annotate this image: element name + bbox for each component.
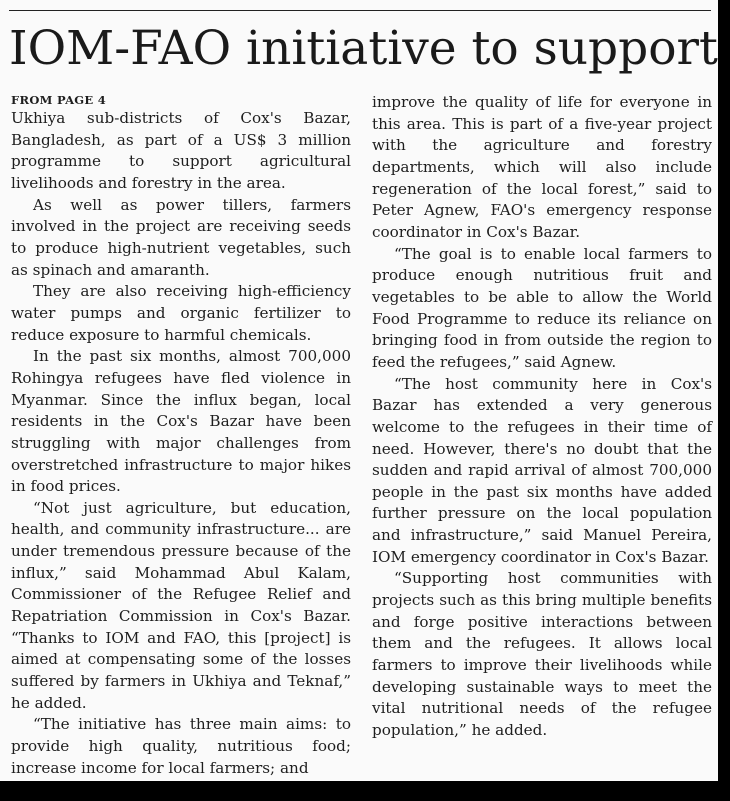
- left-column: [11, 92, 351, 779]
- top-rule: [9, 10, 711, 11]
- headline: IOM-FAO initiative to support: [9, 21, 718, 76]
- paragraph: “The host community here in Cox's Bazar has extended a very generous welcome to the refugees in their time of need. However, there's no doubt that the sudden and rapid arrival of almost 700,000 people in the past six months have added further pressure on the local population and infrastructure,” said Manuel Pereira, IOM emergency coordinator in Cox's Bazar.: [372, 374, 712, 566]
- paragraph: “The goal is to enable local farmers to produce enough nutritious fruit and vegetables to be able to allow the World Food Programme to reduce its reliance on bringing food in from outside the region to feed the refugees,” said Agnew.: [372, 244, 712, 371]
- paragraph: In the past six months, almost 700,000 Rohingya refugees have fled violence in Myanmar. Since the influx began, local residents in the Cox's Bazar have been struggling with major challenges from overstretched infrastructure to major hikes in food prices.: [11, 347, 351, 496]
- paragraph: “The initiative has three main aims: to provide high quality, nutritious food; increase income for local farmers; and: [11, 715, 351, 777]
- paragraph: They are also receiving high-efficiency water pumps and organic fertilizer to reduce exposure to harmful chemicals.: [11, 282, 351, 344]
- jump-label: FROM PAGE 4: [11, 93, 107, 107]
- right-column: [372, 92, 712, 742]
- paragraph: Ukhiya sub-districts of Cox's Bazar, Bangladesh, as part of a US$ 3 million programme to support agricultural livelihoods and forestry in the area.: [11, 109, 351, 192]
- paragraph: “Supporting host communities with projects such as this bring multiple benefits and forge positive interactions between them and the refugees. It allows local farmers to improve their livelihoods while developing sustainable ways to meet the vital nutritional needs of the refugee population,” he added.: [372, 569, 712, 740]
- paragraph: improve the quality of life for everyone in this area. This is part of a five-year project with the agriculture and forestry departments, which will also include regeneration of the local forest,” said to Peter Agnew, FAO's emergency response coordinator in Cox's Bazar.: [372, 93, 712, 241]
- scan-edge-right: [718, 0, 730, 801]
- scan-edge-bottom: [0, 781, 730, 801]
- paragraph: “Not just agriculture, but education, health, and community infrastructure... are under tremendous pressure because of the influx,” said Mohammad Abul Kalam, Commissioner of the Refugee Relief and Repatriation Commission in Cox's Bazar. “Thanks to IOM and FAO, this [project] is aimed at compensating some of the losses suffered by farmers in Ukhiya and Teknaf,” he added.: [11, 498, 351, 712]
- paragraph: As well as power tillers, farmers involved in the project are receiving seeds to produce high-nutrient vegetables, such as spinach and amaranth.: [11, 195, 351, 279]
